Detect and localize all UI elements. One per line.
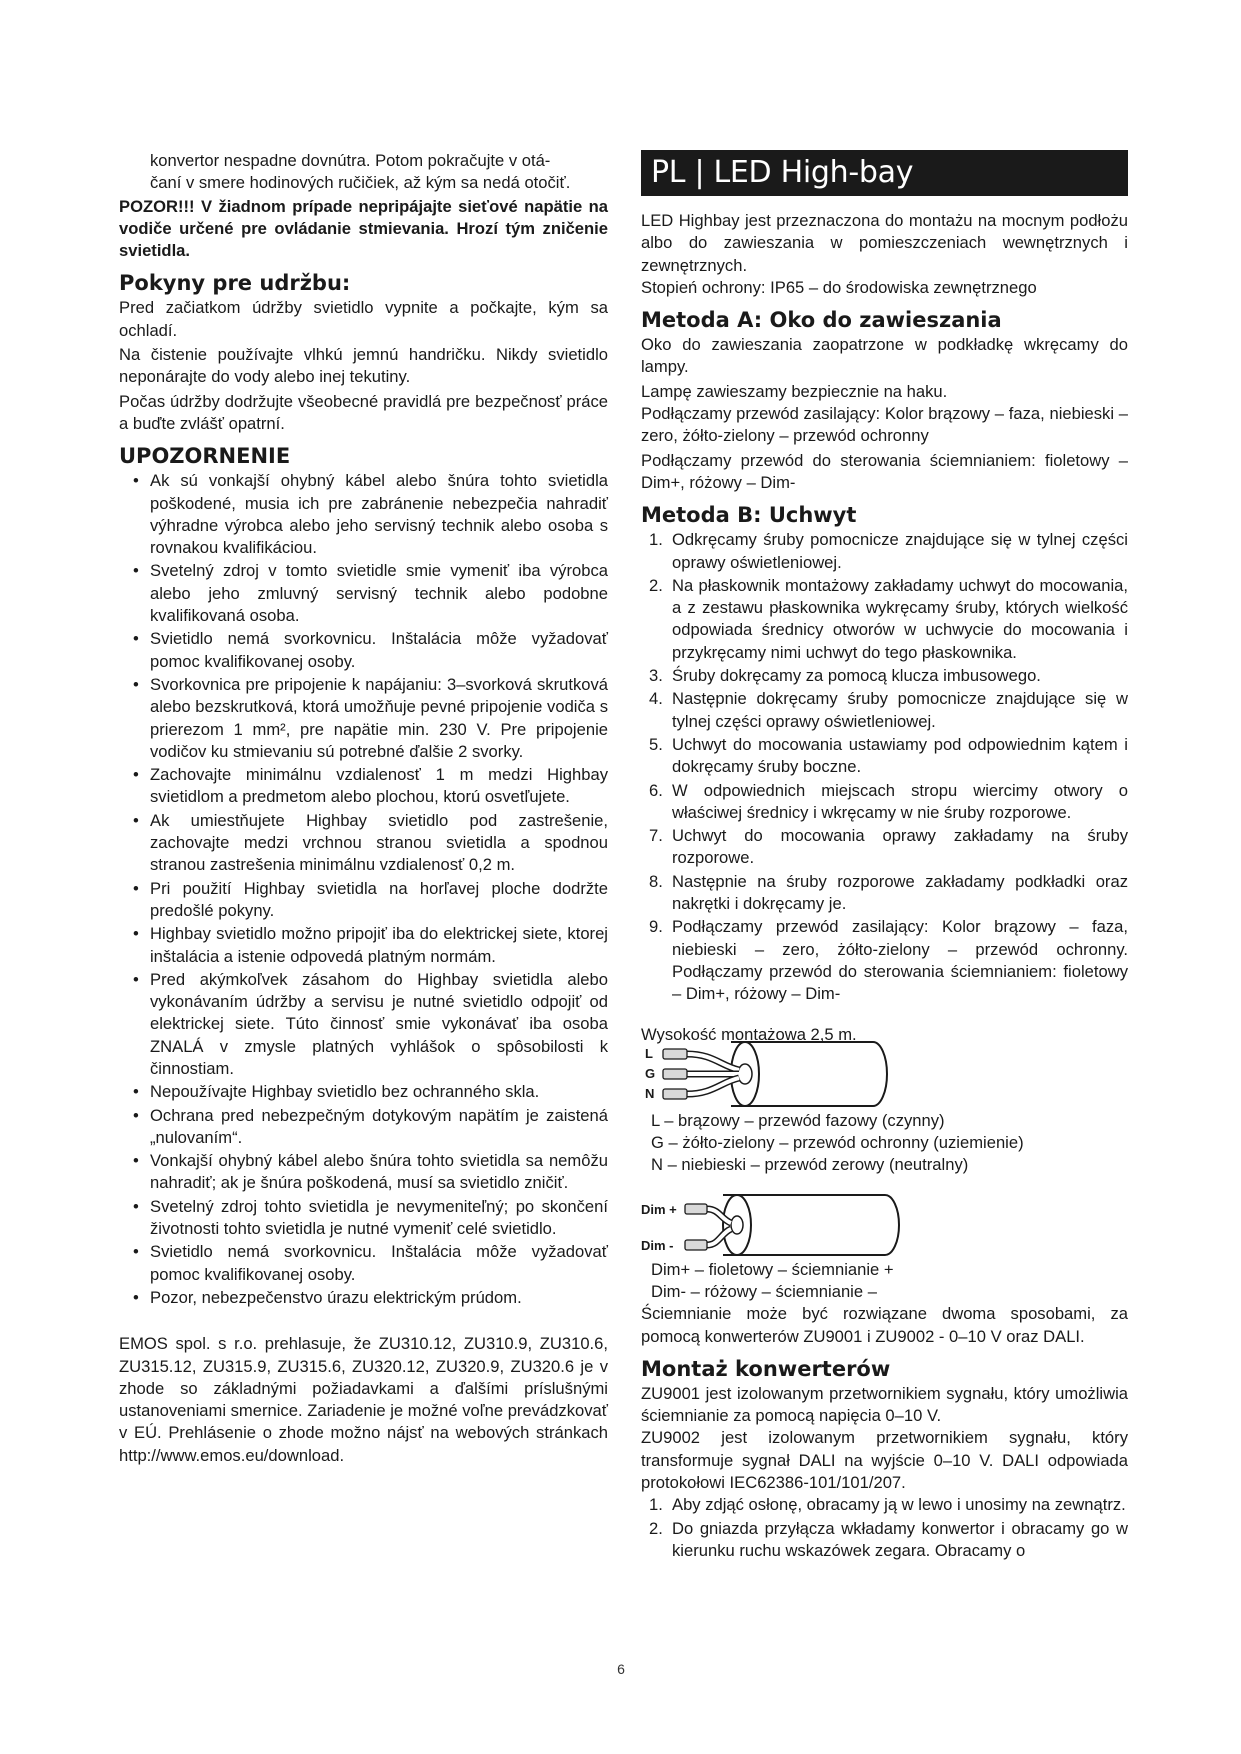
dim-cable-icon xyxy=(641,1189,941,1257)
step-item: 4. Następnie dokręcamy śruby pomocnicze znajdujące się w tylnej części oprawy oświetleniowej. xyxy=(649,689,1128,731)
legend-item: L – brązowy – przewód fazowy (czynny) xyxy=(651,1110,945,1130)
power-cable-diagram xyxy=(641,1024,1128,1108)
converters-paragraph: ZU9002 jest izolowanym przetwornikiem sygnału, który transformuje sygnał DALI na wyjście 0–10 V. DALI odpowiada protokołowi IEC62386-101/101/207. xyxy=(641,1428,1128,1493)
warning-text: POZOR!!! V žiadnom prípade nepripájajte sieťové napätie na vodiče určené pre ovládanie stmievania. Hrozí tým zničenie svietidla. xyxy=(119,196,608,261)
bullet-item: • Svetelný zdroj tohto svietidla je nevymeniteľný; po skončení životnosti tohto svietidla je nutné vymeniť celé svietidlo. xyxy=(119,1196,608,1241)
left-column xyxy=(119,150,608,1467)
bullet-item: • Ochrana pred nebezpečným dotykovým napätím je zaistená „nulovaním“. xyxy=(119,1105,608,1150)
declaration-of-conformity: EMOS spol. s r.o. prehlasuje, že ZU310.12, ZU310.9, ZU310.6, ZU315.12, ZU315.9, ZU315.6, ZU320.12, ZU320.9, ZU320.6 je v zhode so základnými požiadavkami a ďalšími príslušnými ustanoveniami smernice. Zariadenie je možné voľne prevádzkovať v EÚ. Prehlásenie o zhode možno nájsť na webových stránkach http://www.emos.eu/download. xyxy=(119,1334,608,1465)
bullet-item: • Nepoužívajte Highbay svietidlo bez ochranného skla. xyxy=(119,1081,608,1103)
wire-label-l: L xyxy=(645,1045,653,1061)
dim-cable-diagram xyxy=(641,1189,1128,1257)
method-a-paragraph: Lampę zawieszamy bezpiecznie na haku. xyxy=(641,381,948,401)
intro-paragraph: LED Highbay jest przeznaczona do montażu na mocnym podłożu albo do zawieszania w pomieszczeniach wewnętrznych i zewnętrznych. xyxy=(641,211,1128,275)
dim-plus-label: Dim + xyxy=(641,1201,677,1217)
page-number: 6 xyxy=(617,1661,625,1677)
warning-bullet-list xyxy=(119,470,608,1309)
method-a-paragraph: Oko do zawieszania zaopatrzone w podkładkę wkręcamy do lampy. xyxy=(641,335,1128,377)
step-item: 2. Na płaskownik montażowy zakładamy uchwyt do mocowania, a z zestawu płaskownika wykręcamy śruby, których wielkość odpowiada średnicy otworów w uchwycie do mocowania i przykręcamy nimi uchwyt do tego płaskownika. xyxy=(649,575,1128,662)
bullet-item: • Svietidlo nemá svorkovnicu. Inštalácia môže vyžadovať pomoc kvalifikovanej osoby. xyxy=(119,1241,608,1286)
step-item: 9. Podłączamy przewód zasilający: Kolor brązowy – faza, niebieski – zero, żółto-zielony – przewód ochronny. Podłączamy przewód do sterowania ściemnianiem: fioletowy – Dim+, różowy – Dim- xyxy=(649,917,1128,1004)
dim-wire-legend xyxy=(641,1259,1128,1304)
legend-item: G – żółto-zielony – przewód ochronny (uziemienie) xyxy=(651,1133,1024,1153)
bullet-item: • Svietidlo nemá svorkovnicu. Inštalácia môže vyžadovať pomoc kvalifikovanej osoby. xyxy=(119,628,608,673)
section-title-bar: PL | LED High-bay xyxy=(641,150,1128,196)
mounting-height-label: Wysokość montażowa 2,5 m. xyxy=(641,1024,857,1044)
converters-heading: Montaż konwerterów xyxy=(641,1356,891,1381)
method-a-heading: Metoda A: Oko do zawieszania xyxy=(641,308,1002,333)
legend-item: Dim+ – fioletowy – ściemnianie + xyxy=(651,1259,894,1279)
bullet-item: • Zachovajte minimálnu vzdialenosť 1 m medzi Highbay svietidlom a predmetom alebo plochou, ktorú osvetľujete. xyxy=(119,764,608,809)
intro-line-1: konvertor nespadne dovnútra. Potom pokračujte v otá- xyxy=(150,151,551,170)
step-item: 1. Odkręcamy śruby pomocnicze znajdujące się w tylnej części oprawy oświetleniowej. xyxy=(649,530,1128,572)
wire-label-n: N xyxy=(645,1085,655,1101)
maintenance-paragraph: Pred začiatkom údržby svietidlo vypnite a počkajte, kým sa ochladí. xyxy=(119,298,608,340)
step-item: 3. Śruby dokręcamy za pomocą klucza imbusowego. xyxy=(649,666,1041,686)
dimming-note: Ściemnianie może być rozwiązane dwoma sposobami, za pomocą konwerterów ZU9001 i ZU9002 - 0–10 V oraz DALI. xyxy=(641,1304,1128,1346)
converters-paragraph: ZU9001 jest izolowanym przetwornikiem sygnału, który umożliwia ściemnianie za pomocą napięcia 0–10 V. xyxy=(641,1383,1128,1426)
bullet-item: • Pozor, nebezpečenstvo úrazu elektrickým prúdom. xyxy=(119,1287,608,1309)
intro-line-2: čaní v smere hodinových ručičiek, až kým sa nedá otočiť. xyxy=(150,173,571,193)
upozornenie-heading: UPOZORNENIE xyxy=(119,444,291,469)
bullet-item: • Vonkajší ohybný kábel alebo šnúra tohto svietidla sa nemôžu nahradiť; ak je šnúra poškodená, musí sa svietidlo zničiť. xyxy=(119,1150,608,1195)
step-item: 2. Do gniazda przyłącza wkładamy konwertor i obracamy go w kierunku ruchu wskazówek zegara. Obracamy o xyxy=(649,1518,1128,1560)
method-b-heading: Metoda B: Uchwyt xyxy=(641,503,857,528)
step-item: 1. Aby zdjąć osłonę, obracamy ją w lewo i unosimy na zewnątrz. xyxy=(649,1495,1126,1515)
bullet-item: • Pred akýmkoľvek zásahom do Highbay svietidla alebo vykonávaním údržby a servisu je nutné svietidlo odpojiť od elektrickej siete. Túto činnosť smie vykonávať iba osoba ZNALÁ v zmysle platných vyhlášok o spôsobilosti k činnostiam. xyxy=(119,969,608,1080)
bullet-item: • Ak sú vonkajší ohybný kábel alebo šnúra tohto svietidla poškodené, musia ich pre zabránenie nebezpečia nahradiť výhradne výrobca alebo jeho servisný technik alebo osoba s rovnakou kvalifikáciou. xyxy=(119,470,608,559)
right-column xyxy=(641,150,1128,1563)
method-b-steps xyxy=(641,529,1128,1005)
wire-label-g: G xyxy=(645,1065,656,1081)
bullet-item: • Svetelný zdroj v tomto svietidle smie vymeniť iba výrobca alebo jeho zmluvný servisný technik alebo podobne kvalifikovaná osoba. xyxy=(119,560,608,627)
power-cable-icon xyxy=(641,1036,941,1108)
step-item: 5. Uchwyt do mocowania ustawiamy pod odpowiednim kątem i dokręcamy śruby boczne. xyxy=(649,734,1128,777)
bullet-item: • Ak umiestňujete Highbay svietidlo pod zastrešenie, zachovajte medzi vrchnou stranou svietidla a spodnou stranou zastrešenia minimálnu vzdialenosť 0,2 m. xyxy=(119,810,608,877)
method-a-paragraph: Podłączamy przewód do sterowania ściemnianiem: fioletowy – Dim+, różowy – Dim- xyxy=(641,450,1128,492)
step-item: 7. Uchwyt do mocowania oprawy zakładamy na śruby rozporowe. xyxy=(649,826,1128,868)
bullet-item: • Svorkovnica pre pripojenie k napájaniu: 3–svorková skrutková alebo bezskrutková, ktorá umožňuje pevné pripojenie vodiča s prierezom 1 mm², pre napätie min. 230 V. Pre pripojenie vodičov ku stmievaniu sú potrebné ďalšie 2 svorky. xyxy=(119,674,608,763)
power-wire-legend xyxy=(641,1110,1128,1177)
legend-item: N – niebieski – przewód zerowy (neutralny) xyxy=(651,1155,969,1175)
legend-item: Dim- – różowy – ściemnianie – xyxy=(651,1281,877,1301)
method-a-paragraph: Podłączamy przewód zasilający: Kolor brązowy – faza, niebieski – zero, żółto-zielony – przewód ochronny xyxy=(641,404,1128,446)
dim-minus-label: Dim - xyxy=(641,1237,674,1253)
step-item: 8. Następnie na śruby rozporowe zakładamy podkładki oraz nakrętki i dokręcamy je. xyxy=(649,871,1128,914)
maintenance-paragraph: Na čistenie používajte vlhkú jemnú handričku. Nikdy svietidlo neponárajte do vody alebo inej tekutiny. xyxy=(119,345,608,387)
bullet-item: • Pri použití Highbay svietidla na horľavej ploche dodržte predošlé pokyny. xyxy=(119,878,608,923)
converters-steps xyxy=(641,1494,1128,1562)
maintenance-heading: Pokyny pre udržbu: xyxy=(119,271,351,296)
bullet-item: • Highbay svietidlo možno pripojiť iba do elektrickej siete, ktorej inštalácia a istenie odpovedá platným normám. xyxy=(119,923,608,968)
step-item: 6. W odpowiednich miejscach stropu wiercimy otwory o właściwej średnicy i wkręcamy w nie śruby rozporowe. xyxy=(649,780,1128,822)
maintenance-paragraph: Počas údržby dodržujte všeobecné pravidlá pre bezpečnosť práce a buďte zvlášť opatrní. xyxy=(119,391,608,433)
ip-rating: Stopień ochrony: IP65 – do środowiska zewnętrznego xyxy=(641,277,1037,297)
